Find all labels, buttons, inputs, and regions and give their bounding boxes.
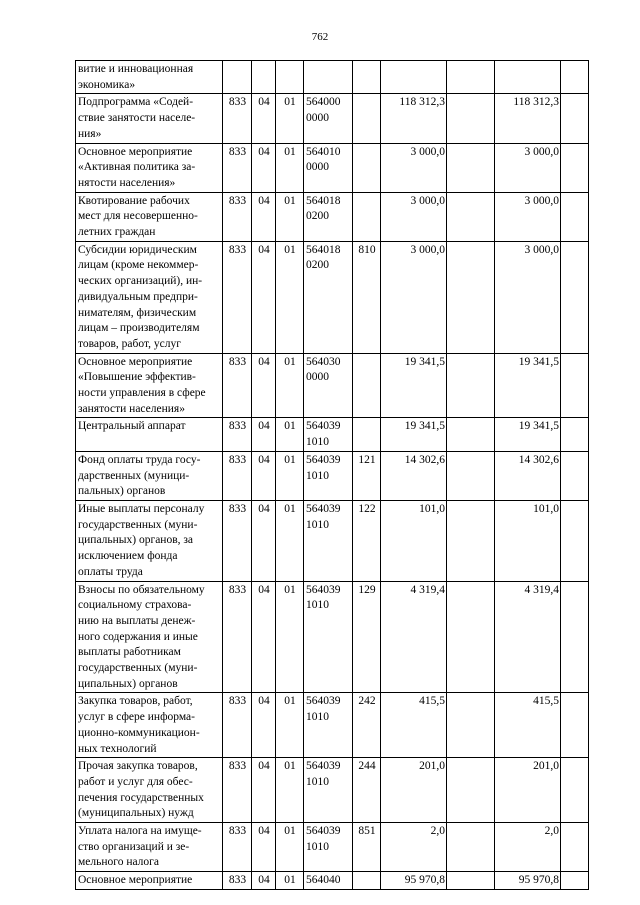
expense-type-cell	[353, 94, 381, 143]
empty-cell	[561, 451, 589, 500]
empty-cell	[561, 241, 589, 353]
blank-amount-cell	[447, 758, 495, 823]
amount-cell	[381, 61, 447, 94]
total-amount-cell: 415,5	[495, 693, 561, 758]
row-name-cell: Иные выплаты персоналу государственных (муни- ципальных) органов, за исключением фонда оплаты труда	[76, 500, 223, 581]
blank-amount-cell	[447, 353, 495, 418]
section-code-cell	[252, 61, 276, 94]
expense-type-cell: 242	[353, 693, 381, 758]
target-article-cell: 564039 1010	[304, 451, 353, 500]
blank-amount-cell	[447, 192, 495, 241]
table-row	[76, 581, 589, 693]
total-amount-cell: 95 970,8	[495, 872, 561, 890]
section-code-cell: 04	[252, 451, 276, 500]
row-name-cell: Основное мероприятие «Повышение эффектив- ности управления в сфере занятости населения»	[76, 353, 223, 418]
subsection-code-cell: 01	[276, 241, 304, 353]
expense-type-cell: 810	[353, 241, 381, 353]
section-code-cell: 04	[252, 758, 276, 823]
ministry-code-cell: 833	[223, 581, 252, 693]
blank-amount-cell	[447, 241, 495, 353]
amount-cell: 3 000,0	[381, 143, 447, 192]
empty-cell	[561, 758, 589, 823]
table-row	[76, 500, 589, 581]
subsection-code-cell: 01	[276, 451, 304, 500]
expense-type-cell	[353, 61, 381, 94]
total-amount-cell: 3 000,0	[495, 192, 561, 241]
amount-cell: 201,0	[381, 758, 447, 823]
row-name-cell: Фонд оплаты труда госу- дарственных (муници- пальных) органов	[76, 451, 223, 500]
blank-amount-cell	[447, 61, 495, 94]
ministry-code-cell: 833	[223, 192, 252, 241]
total-amount-cell: 2,0	[495, 823, 561, 872]
total-amount-cell: 19 341,5	[495, 418, 561, 451]
amount-cell: 101,0	[381, 500, 447, 581]
ministry-code-cell: 833	[223, 823, 252, 872]
ministry-code-cell	[223, 61, 252, 94]
section-code-cell: 04	[252, 500, 276, 581]
empty-cell	[561, 693, 589, 758]
table-row	[76, 823, 589, 872]
amount-cell: 2,0	[381, 823, 447, 872]
empty-cell	[561, 94, 589, 143]
ministry-code-cell: 833	[223, 693, 252, 758]
row-name-cell: Прочая закупка товаров, работ и услуг для обес- печения государственных (муниципальных) нужд	[76, 758, 223, 823]
total-amount-cell: 118 312,3	[495, 94, 561, 143]
expense-type-cell: 121	[353, 451, 381, 500]
ministry-code-cell: 833	[223, 418, 252, 451]
budget-table	[75, 60, 589, 890]
subsection-code-cell: 01	[276, 581, 304, 693]
target-article-cell: 564039 1010	[304, 418, 353, 451]
row-name-cell: Центральный аппарат	[76, 418, 223, 451]
table-row	[76, 872, 589, 890]
row-name-cell: Подпрограмма «Содей- ствие занятости населе- ния»	[76, 94, 223, 143]
amount-cell: 3 000,0	[381, 192, 447, 241]
empty-cell	[561, 581, 589, 693]
amount-cell: 118 312,3	[381, 94, 447, 143]
table-row	[76, 241, 589, 353]
target-article-cell: 564010 0000	[304, 143, 353, 192]
row-name-cell: Уплата налога на имуще- ство организаций и зе- мельного налога	[76, 823, 223, 872]
blank-amount-cell	[447, 693, 495, 758]
target-article-cell: 564039 1010	[304, 581, 353, 693]
total-amount-cell	[495, 61, 561, 94]
total-amount-cell: 19 341,5	[495, 353, 561, 418]
total-amount-cell: 3 000,0	[495, 241, 561, 353]
section-code-cell: 04	[252, 143, 276, 192]
blank-amount-cell	[447, 451, 495, 500]
ministry-code-cell: 833	[223, 94, 252, 143]
total-amount-cell: 14 302,6	[495, 451, 561, 500]
ministry-code-cell: 833	[223, 451, 252, 500]
amount-cell: 19 341,5	[381, 353, 447, 418]
target-article-cell: 564039 1010	[304, 758, 353, 823]
empty-cell	[561, 192, 589, 241]
section-code-cell: 04	[252, 418, 276, 451]
table-row	[76, 418, 589, 451]
ministry-code-cell: 833	[223, 872, 252, 890]
expense-type-cell	[353, 192, 381, 241]
total-amount-cell: 3 000,0	[495, 143, 561, 192]
target-article-cell: 564039 1010	[304, 693, 353, 758]
row-name-cell: Закупка товаров, работ, услуг в сфере информа- ционно-коммуникацион- ных технологий	[76, 693, 223, 758]
row-name-cell: Квотирование рабочих мест для несовершенно- летних граждан	[76, 192, 223, 241]
blank-amount-cell	[447, 418, 495, 451]
row-name-cell: Основное мероприятие	[76, 872, 223, 890]
subsection-code-cell: 01	[276, 418, 304, 451]
empty-cell	[561, 872, 589, 890]
table-body	[76, 61, 589, 890]
blank-amount-cell	[447, 94, 495, 143]
total-amount-cell: 201,0	[495, 758, 561, 823]
row-name-cell: витие и инновационная экономика»	[76, 61, 223, 94]
subsection-code-cell: 01	[276, 143, 304, 192]
subsection-code-cell: 01	[276, 94, 304, 143]
ministry-code-cell: 833	[223, 500, 252, 581]
ministry-code-cell: 833	[223, 353, 252, 418]
row-name-cell: Основное мероприятие «Активная политика за- нятости населения»	[76, 143, 223, 192]
empty-cell	[561, 61, 589, 94]
blank-amount-cell	[447, 823, 495, 872]
table-row	[76, 192, 589, 241]
section-code-cell: 04	[252, 872, 276, 890]
target-article-cell	[304, 61, 353, 94]
blank-amount-cell	[447, 143, 495, 192]
section-code-cell: 04	[252, 823, 276, 872]
target-article-cell: 564018 0200	[304, 241, 353, 353]
empty-cell	[561, 143, 589, 192]
amount-cell: 95 970,8	[381, 872, 447, 890]
empty-cell	[561, 418, 589, 451]
row-name-cell: Субсидии юридическим лицам (кроме некоммер- ческих организаций), ин- дивидуальным предпри- нимателям, физическим лицам – производителям товаров, работ, услуг	[76, 241, 223, 353]
blank-amount-cell	[447, 500, 495, 581]
section-code-cell: 04	[252, 192, 276, 241]
subsection-code-cell	[276, 61, 304, 94]
expense-type-cell	[353, 418, 381, 451]
subsection-code-cell: 01	[276, 872, 304, 890]
ministry-code-cell: 833	[223, 143, 252, 192]
ministry-code-cell: 833	[223, 241, 252, 353]
subsection-code-cell: 01	[276, 758, 304, 823]
target-article-cell: 564039 1010	[304, 500, 353, 581]
target-article-cell: 564000 0000	[304, 94, 353, 143]
target-article-cell: 564018 0200	[304, 192, 353, 241]
section-code-cell: 04	[252, 241, 276, 353]
target-article-cell: 564030 0000	[304, 353, 353, 418]
expense-type-cell: 129	[353, 581, 381, 693]
empty-cell	[561, 500, 589, 581]
blank-amount-cell	[447, 581, 495, 693]
amount-cell: 19 341,5	[381, 418, 447, 451]
total-amount-cell: 101,0	[495, 500, 561, 581]
blank-amount-cell	[447, 872, 495, 890]
amount-cell: 415,5	[381, 693, 447, 758]
section-code-cell: 04	[252, 581, 276, 693]
subsection-code-cell: 01	[276, 693, 304, 758]
ministry-code-cell: 833	[223, 758, 252, 823]
target-article-cell: 564039 1010	[304, 823, 353, 872]
expense-type-cell	[353, 143, 381, 192]
table-row	[76, 758, 589, 823]
table-row	[76, 94, 589, 143]
subsection-code-cell: 01	[276, 192, 304, 241]
table-row	[76, 143, 589, 192]
expense-type-cell: 122	[353, 500, 381, 581]
amount-cell: 14 302,6	[381, 451, 447, 500]
expense-type-cell	[353, 872, 381, 890]
table-row	[76, 451, 589, 500]
section-code-cell: 04	[252, 353, 276, 418]
empty-cell	[561, 823, 589, 872]
total-amount-cell: 4 319,4	[495, 581, 561, 693]
amount-cell: 4 319,4	[381, 581, 447, 693]
table-row	[76, 693, 589, 758]
page-number: 762	[311, 31, 329, 43]
section-code-cell: 04	[252, 94, 276, 143]
empty-cell	[561, 353, 589, 418]
subsection-code-cell: 01	[276, 353, 304, 418]
expense-type-cell: 851	[353, 823, 381, 872]
table-row	[76, 353, 589, 418]
expense-type-cell	[353, 353, 381, 418]
expense-type-cell: 244	[353, 758, 381, 823]
subsection-code-cell: 01	[276, 823, 304, 872]
amount-cell: 3 000,0	[381, 241, 447, 353]
row-name-cell: Взносы по обязательному социальному страхова- нию на выплаты денеж- ного содержания и иные выплаты работникам государственных (муни- ципальных) органов	[76, 581, 223, 693]
target-article-cell: 564040	[304, 872, 353, 890]
table-row	[76, 61, 589, 94]
section-code-cell: 04	[252, 693, 276, 758]
subsection-code-cell: 01	[276, 500, 304, 581]
